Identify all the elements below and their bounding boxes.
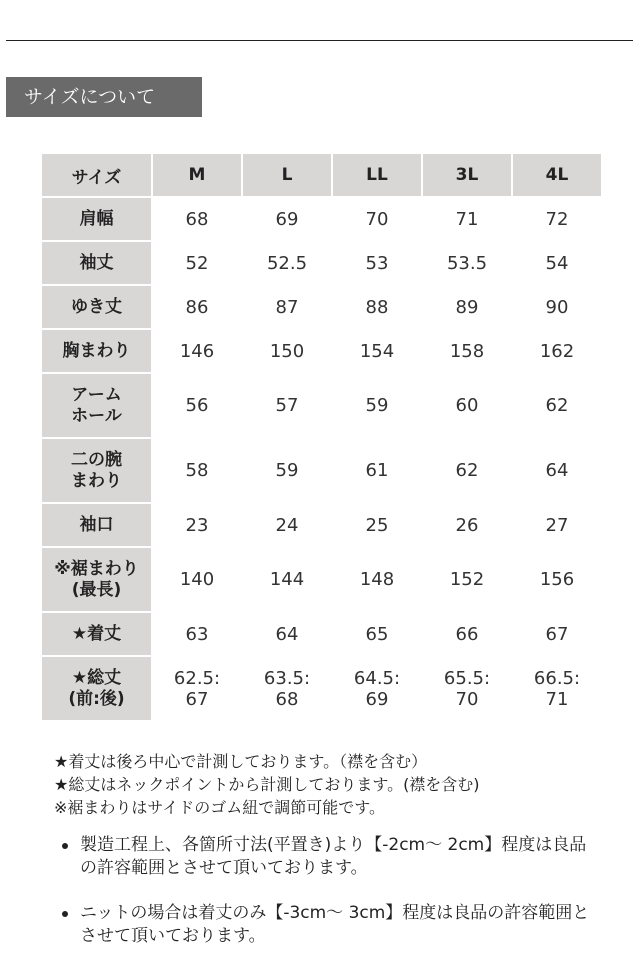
size-value-cell: 152: [423, 548, 511, 611]
size-value-cell: 65: [333, 613, 421, 655]
header-cell-4l: 4L: [513, 154, 601, 196]
row-label: 二の腕 まわり: [42, 439, 151, 502]
size-table-row: [42, 330, 601, 372]
size-table-row: [42, 374, 601, 437]
size-value-cell: 148: [333, 548, 421, 611]
tolerance-item: [62, 902, 592, 948]
row-label: ※裾まわり (最長): [42, 548, 151, 611]
size-value-cell: 52: [153, 242, 241, 284]
section-heading: サイズについて: [6, 77, 202, 117]
size-value-cell: 60: [423, 374, 511, 437]
size-value-cell: 61: [333, 439, 421, 502]
row-label: ゆき丈: [42, 286, 151, 328]
size-value-cell: 154: [333, 330, 421, 372]
size-table-row: [42, 198, 601, 240]
size-value-cell: 56: [153, 374, 241, 437]
size-value-cell: 65.5: 70: [423, 657, 511, 720]
size-value-cell: 66: [423, 613, 511, 655]
tolerance-item: [62, 834, 592, 880]
size-value-cell: 25: [333, 504, 421, 546]
size-value-cell: 59: [243, 439, 331, 502]
size-table-row: [42, 286, 601, 328]
tolerance-text: ニットの場合は着丈のみ【-3cm～ 3cm】程度は良品の許容範囲とさせて頂いております。: [80, 903, 590, 946]
size-value-cell: 53.5: [423, 242, 511, 284]
size-value-cell: 57: [243, 374, 331, 437]
size-value-cell: 140: [153, 548, 241, 611]
size-value-cell: 86: [153, 286, 241, 328]
size-value-cell: 64.5: 69: [333, 657, 421, 720]
row-label: アーム ホール: [42, 374, 151, 437]
size-value-cell: 146: [153, 330, 241, 372]
size-value-cell: 68: [153, 198, 241, 240]
measurement-notes: [54, 750, 614, 819]
row-label: ★着丈: [42, 613, 151, 655]
size-value-cell: 63.5: 68: [243, 657, 331, 720]
tolerance-text: 製造工程上、各箇所寸法(平置き)より【-2cm～ 2cm】程度は良品の許容範囲とさせて頂いております。: [80, 835, 587, 878]
size-table-row: [42, 439, 601, 502]
top-divider: [6, 40, 633, 41]
size-value-cell: 58: [153, 439, 241, 502]
header-cell-3l: 3L: [423, 154, 511, 196]
size-value-cell: 156: [513, 548, 601, 611]
size-value-cell: 67: [513, 613, 601, 655]
size-value-cell: 26: [423, 504, 511, 546]
size-value-cell: 23: [153, 504, 241, 546]
header-cell-ll: LL: [333, 154, 421, 196]
row-label: ★総丈 (前:後): [42, 657, 151, 720]
row-label: 胸まわり: [42, 330, 151, 372]
size-value-cell: 62: [513, 374, 601, 437]
size-value-cell: 63: [153, 613, 241, 655]
header-cell-m: M: [153, 154, 241, 196]
row-label: 袖口: [42, 504, 151, 546]
size-value-cell: 64: [243, 613, 331, 655]
size-value-cell: 90: [513, 286, 601, 328]
size-value-cell: 69: [243, 198, 331, 240]
size-table-row: [42, 657, 601, 720]
size-value-cell: 52.5: [243, 242, 331, 284]
size-value-cell: 72: [513, 198, 601, 240]
size-value-cell: 66.5: 71: [513, 657, 601, 720]
size-value-cell: 64: [513, 439, 601, 502]
size-value-cell: 87: [243, 286, 331, 328]
bullet-dot-icon: [62, 911, 68, 917]
size-table-row: [42, 548, 601, 611]
size-value-cell: 89: [423, 286, 511, 328]
size-value-cell: 144: [243, 548, 331, 611]
header-cell-size: サイズ: [42, 154, 151, 196]
bullet-dot-icon: [62, 843, 68, 849]
size-value-cell: 158: [423, 330, 511, 372]
size-value-cell: 88: [333, 286, 421, 328]
tolerance-list: [62, 834, 592, 948]
note-line: ★着丈は後ろ中心で計測しております。（襟を含む）: [54, 752, 428, 771]
size-value-cell: 62: [423, 439, 511, 502]
size-table-row: [42, 613, 601, 655]
size-value-cell: 54: [513, 242, 601, 284]
size-table-header-row: [42, 154, 601, 196]
header-cell-l: L: [243, 154, 331, 196]
size-value-cell: 150: [243, 330, 331, 372]
size-value-cell: 71: [423, 198, 511, 240]
size-table-row: [42, 504, 601, 546]
size-value-cell: 62.5: 67: [153, 657, 241, 720]
size-value-cell: 27: [513, 504, 601, 546]
size-table: [40, 152, 603, 722]
size-value-cell: 70: [333, 198, 421, 240]
note-line: ★総丈はネックポイントから計測しております。(襟を含む): [54, 775, 480, 794]
size-value-cell: 24: [243, 504, 331, 546]
size-value-cell: 59: [333, 374, 421, 437]
size-table-row: [42, 242, 601, 284]
size-value-cell: 162: [513, 330, 601, 372]
row-label: 肩幅: [42, 198, 151, 240]
size-value-cell: 53: [333, 242, 421, 284]
row-label: 袖丈: [42, 242, 151, 284]
note-line: ※裾まわりはサイドのゴム紐で調節可能です。: [54, 798, 386, 817]
